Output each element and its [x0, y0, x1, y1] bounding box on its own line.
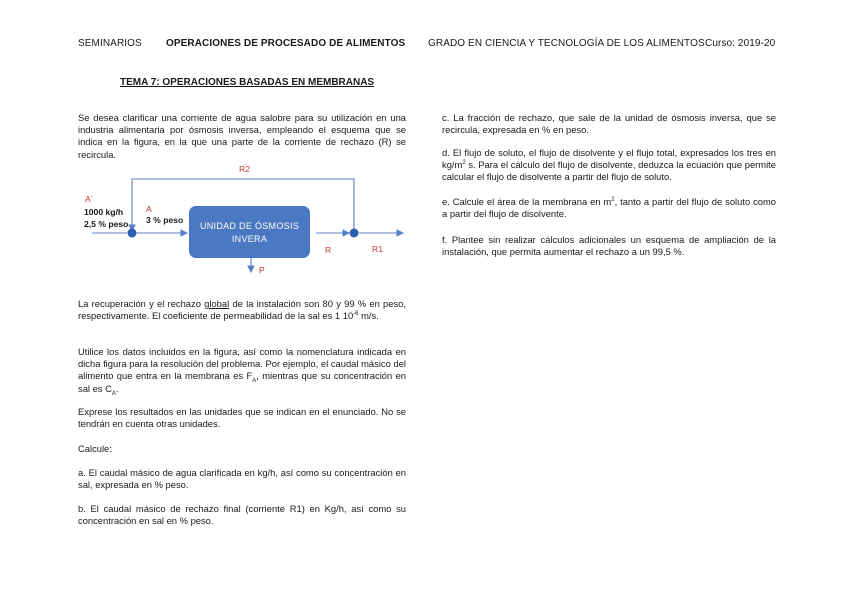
header-subject: OPERACIONES DE PROCESADO DE ALIMENTOS [166, 38, 406, 49]
recovery-paragraph: La recuperación y el rechazo global de la instalación son 80 y 99 % en peso, respectivamente. El coeficiente de permeabilidad de la sal es 1 $10^{-6}$ m/s. [78, 298, 406, 322]
label-r2: R2 [239, 164, 250, 174]
header-course: Curso: 2019-20 [705, 38, 776, 49]
label-r1: R1 [372, 244, 383, 254]
label-a: A [146, 204, 152, 214]
mixer-node [128, 229, 137, 238]
unit-label-line1: UNIDAD DE ÓSMOSIS [199, 221, 300, 231]
feed-conc-label: 2,5 % peso [84, 219, 129, 229]
calc-heading: Calcule: [78, 443, 112, 454]
label-p: P [259, 265, 265, 275]
question-f: f. Plantee sin realizar cálculos adicionales un esquema de ampliación de la instalación, que permita aumentar el rechazo a un 99,5 %. [442, 234, 776, 258]
conc-a-label: 3 % peso [146, 215, 184, 225]
unit-label-line2: INVERA [231, 234, 268, 244]
osmosis-unit-box [189, 206, 310, 258]
units-paragraph: Exprese los resultados en las unidades que se indican en el enunciado. No se tendrán en cuenta otras unidades. [78, 406, 406, 430]
question-d: d. El flujo de soluto, el flujo de disolvente y el flujo total, expresados los tres en $kg/m^2$ s. Para el cálculo del flujo de disolvente, deduzca la ecuación que permite calcular el flujo de disolvente a partir del flujo de soluto. [442, 147, 776, 183]
feed-flow-label: 1000 kg/h [84, 207, 124, 217]
question-e: e. Calcule el área de la membrana en $m^2$, tanto a partir del flujo de soluto como a partir del flujo de disolvente. [442, 196, 776, 220]
question-c: c. La fracción de rechazo, que sale de la unidad de ósmosis inversa, que se recircula, expresada en % en peso. [442, 112, 776, 136]
label-r: R [325, 245, 332, 255]
process-diagram [76, 160, 416, 280]
question-b: b. El caudal másico de rechazo final (corriente R1) en Kg/h, así como su concentración en sal en % peso. [78, 503, 406, 527]
nomenclature-paragraph: Utilice los datos incluidos en la figura, así como la nomenclatura indicada en dicha figura para la resolución del problema. Por ejemplo, el caudal másico del alimento que entra en la membrana es $F_A$, mientras que su concentración en sal es $C_A$. [78, 346, 407, 397]
page-title: TEMA 7: OPERACIONES BASADAS EN MEMBRANAS [120, 77, 375, 88]
intro-paragraph: Se desea clarificar una corriente de agua salobre para su utilización en una industria alimentaria por ósmosis inversa, empleando el esquema que se indica en la figura, en la que una parte de la corriente de rechazo (R) se recircula. [78, 112, 406, 160]
splitter-node [350, 229, 359, 238]
question-a: a. El caudal másico de agua clarificada en kg/h, así como su concentración en sal, expresada en % peso. [78, 467, 406, 491]
label-a-prime: A´ [85, 194, 94, 204]
global-underlined: global [204, 298, 230, 309]
header-seminarios: SEMINARIOS [78, 38, 142, 49]
header-degree: GRADO EN CIENCIA Y TECNOLOGÍA DE LOS ALIMENTOS [428, 38, 705, 49]
